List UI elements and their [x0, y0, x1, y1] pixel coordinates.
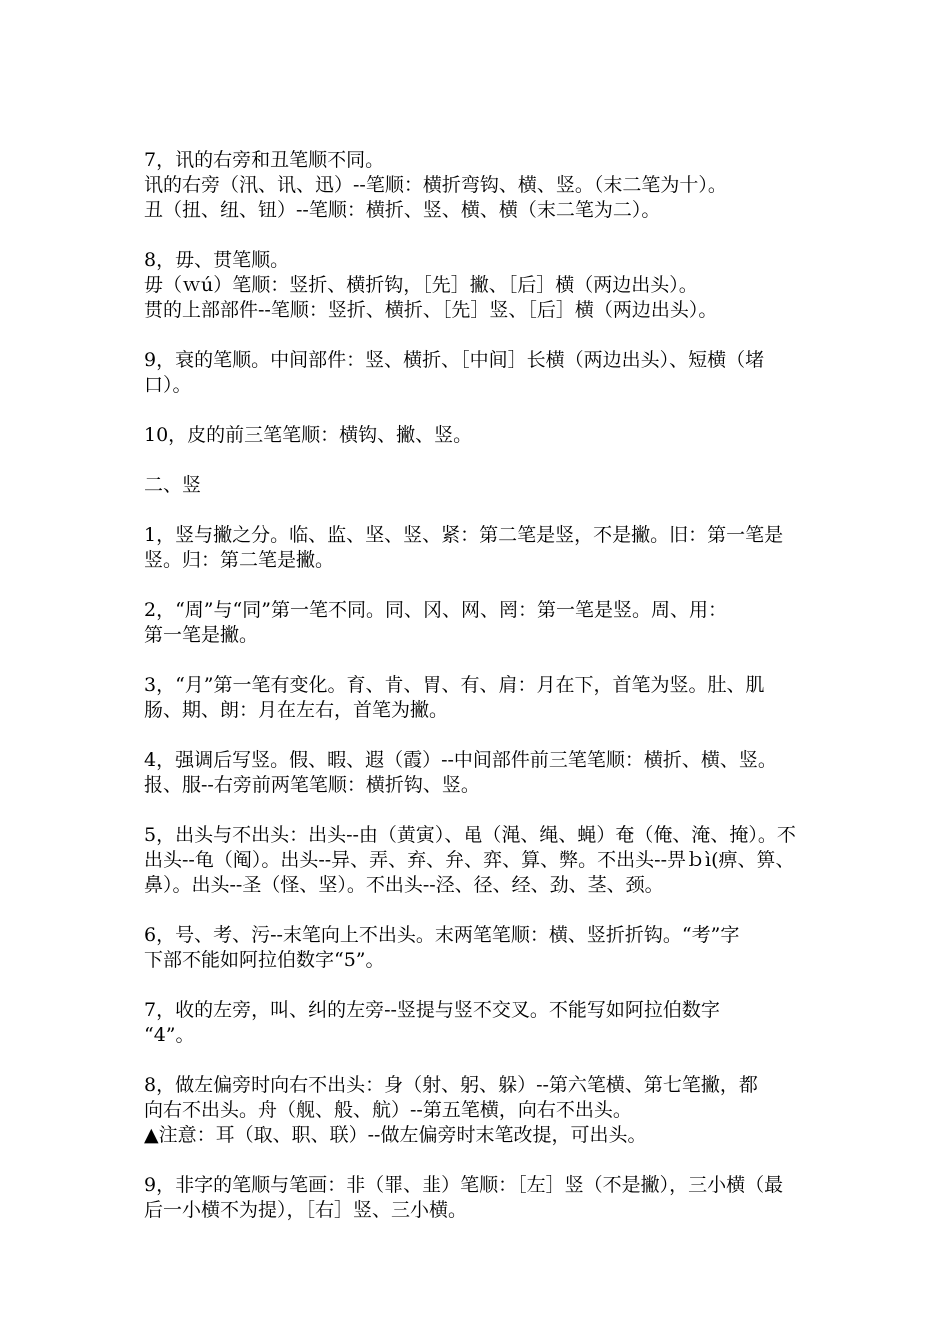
text-line: 8，做左偏旁时向右不出头：身（射、躬、躲）--第六笔横、第七笔撇，都: [144, 1074, 758, 1096]
paragraph: [144, 998, 808, 1048]
paragraph-spacer: [144, 723, 808, 748]
paragraph-spacer: [144, 323, 808, 348]
text-line: 报、服--右旁前两笔笔顺：横折钩、竖。: [144, 774, 480, 796]
text-line: “4”。: [144, 1024, 195, 1046]
text-line: 5，出头与不出头：出头--由（黄寅）、黾（渑、绳、蝇）奄（俺、淹、掩）。不: [144, 824, 796, 846]
text-line: 4，强调后写竖。假、暇、遐（霞）--中间部件前三笔笔顺：横折、横、竖。: [144, 749, 777, 771]
paragraph: [144, 598, 808, 648]
paragraph: [144, 673, 808, 723]
paragraph-spacer: [144, 973, 808, 998]
paragraph-spacer: [144, 648, 808, 673]
text-line: 第一笔是撇。: [144, 624, 259, 646]
text-line: 7，收的左旁，叫、纠的左旁--竖提与竖不交叉。不能写如阿拉伯数字: [144, 999, 720, 1021]
paragraph-spacer: [144, 498, 808, 523]
document-body: [144, 148, 808, 1223]
text-line: 鼻）。出头--圣（怪、坚）。不出头--泾、径、经、劲、茎、颈。: [144, 874, 664, 896]
paragraph: [144, 748, 808, 798]
paragraph-spacer: [144, 1148, 808, 1173]
text-line: 向右不出头。舟（舰、般、航）--第五笔横，向右不出头。: [144, 1099, 632, 1121]
text-line: 7，讯的右旁和丑笔顺不同。: [144, 149, 385, 171]
paragraph: [144, 348, 808, 398]
text-line: 贯的上部部件--笔顺：竖折、横折、［先］竖、［后］横（两边出头）。: [144, 299, 718, 321]
text-line: 丑（扭、纽、钮）--笔顺：横折、竖、横、横（末二笔为二）。: [144, 199, 661, 221]
text-line: 下部不能如阿拉伯数字“5”。: [144, 949, 385, 971]
paragraph: [144, 1173, 808, 1223]
text-line: 竖。归：第二笔是撇。: [144, 549, 335, 571]
text-line: 出头--龟（阄）。出头--异、弄、弃、弁、弈、算、弊。不出头--畀ｂì(痹、箅、: [144, 849, 795, 871]
text-line: 二、竖: [144, 474, 202, 496]
text-line: 口）。: [144, 374, 192, 396]
text-line: 6，号、考、污--末笔向上不出头。末两笔笔顺：横、竖折折钩。“考”字: [144, 924, 740, 946]
text-line: ▲注意：耳（取、职、联）--做左偏旁时末笔改提，可出头。: [144, 1124, 647, 1146]
paragraph: [144, 423, 808, 448]
paragraph-spacer: [144, 898, 808, 923]
paragraph: [144, 523, 808, 573]
paragraph-spacer: [144, 223, 808, 248]
paragraph-spacer: [144, 798, 808, 823]
paragraph-spacer: [144, 573, 808, 598]
text-line: 8，毋、贯笔顺。: [144, 249, 290, 271]
text-line: 9，衰的笔顺。中间部件：竖、横折、［中间］长横（两边出头）、短横（堵: [144, 349, 765, 371]
text-line: 1，竖与撇之分。临、监、坚、竖、紧：第二笔是竖，不是撇。旧：第一笔是: [144, 524, 784, 546]
paragraph-spacer: [144, 398, 808, 423]
paragraph: [144, 148, 808, 223]
text-line: 9，非字的笔顺与笔画：非（罪、韭）笔顺：［左］竖（不是撇），三小横（最: [144, 1174, 784, 1196]
paragraph: [144, 1073, 808, 1148]
paragraph: [144, 248, 808, 323]
paragraph: [144, 923, 808, 973]
text-line: 10，皮的前三笔笔顺：横钩、撇、竖。: [144, 424, 473, 446]
text-line: 2，“周”与“同”第一笔不同。同、冈、网、罔：第一笔是竖。周、用：: [144, 599, 727, 621]
paragraph-spacer: [144, 448, 808, 473]
text-line: 后一小横不为提），［右］竖、三小横。: [144, 1199, 468, 1221]
text-line: 讯的右旁（汛、讯、迅）--笔顺：横折弯钩、横、竖。（末二笔为十）。: [144, 174, 727, 196]
text-line: 3，“月”第一笔有变化。育、肯、胃、有、肩：月在下，首笔为竖。肚、肌: [144, 674, 765, 696]
paragraph: [144, 823, 808, 898]
text-line: 肠、期、朗：月在左右，首笔为撇。: [144, 699, 449, 721]
text-line: 毋（ｗú）笔顺：竖折、横折钩，［先］撇、［后］横（两边出头）。: [144, 274, 698, 296]
paragraph-spacer: [144, 1048, 808, 1073]
paragraph: [144, 473, 808, 498]
